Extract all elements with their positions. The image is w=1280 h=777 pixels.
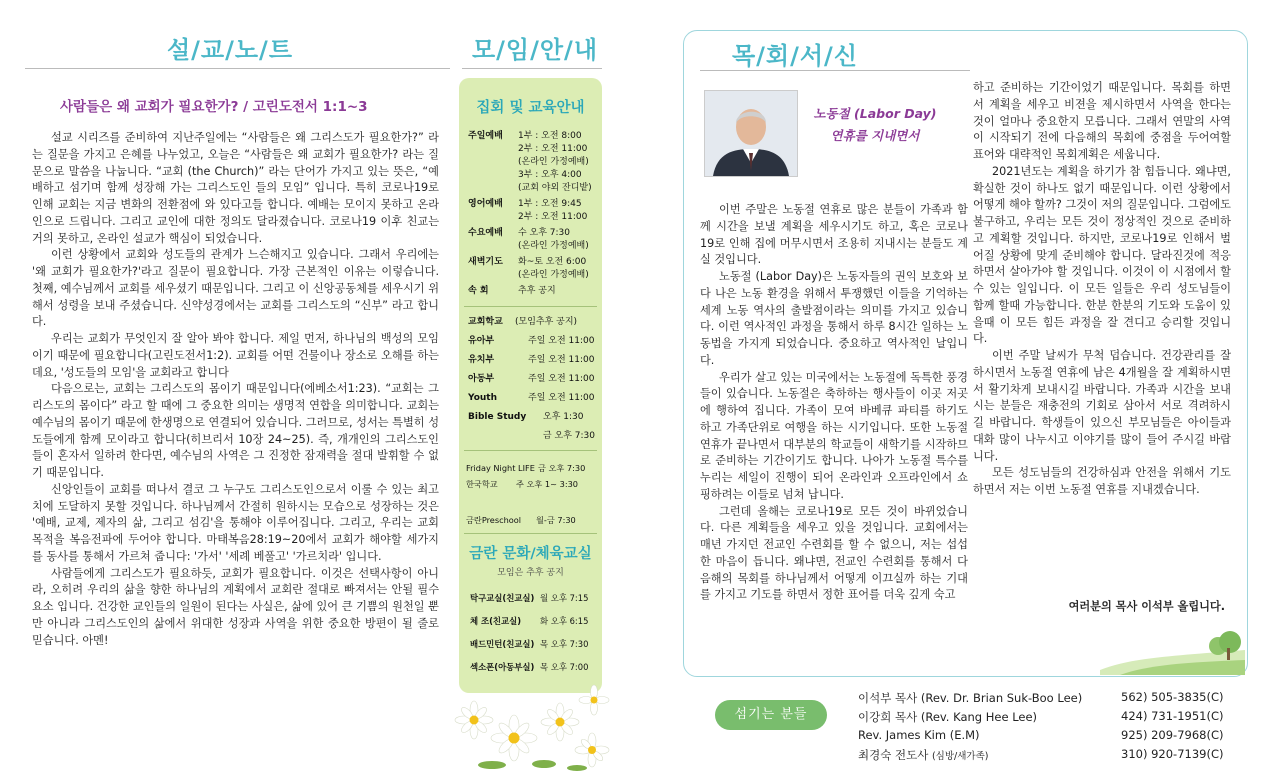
service-time: 추후 공지: [518, 286, 556, 296]
staff-phone: 424) 731-1951(C): [1121, 709, 1224, 723]
service-label: 속 회: [468, 286, 489, 296]
schedule-divider: [464, 450, 597, 451]
education-time: 주일 오전 11:00: [528, 355, 595, 365]
service-time: 1부 : 오전 9:45: [518, 199, 582, 209]
pastor-portrait: [704, 90, 798, 177]
education-label: 유아부: [468, 336, 495, 346]
service-time: 3부 : 오후 4:00: [518, 170, 582, 180]
staff-section-button[interactable]: 섬기는 분들: [715, 700, 827, 730]
service-label: 영어예배: [468, 199, 503, 209]
service-label: 새벽기도: [468, 257, 503, 267]
letter-title: [800, 103, 950, 147]
staff-row: [858, 728, 1250, 747]
sermon-heading: 사람들은 왜 교회가 필요한가? / 고린도전서 1:1~3: [60, 99, 368, 115]
education-time: 주일 오전 11:00: [528, 374, 595, 384]
service-note: (교회 야외 잔디밭): [518, 183, 592, 193]
sermon-title-divider: [25, 68, 450, 69]
schedule-divider: [464, 306, 597, 307]
meadow-decoration-icon: [1100, 620, 1245, 675]
program-time: 주 오후 1~ 3:30: [516, 479, 578, 489]
program-label: Friday Night LIFE: [466, 463, 535, 473]
education-label: 아동부: [468, 374, 495, 384]
program-time: 월-금 7:30: [536, 515, 576, 525]
staff-name: 이강희 목사 (Rev. Kang Hee Lee): [858, 710, 1038, 724]
staff-role: (심방/새가족): [931, 751, 989, 762]
service-time: 2부 : 오전 11:00: [518, 212, 588, 222]
education-time: (모임추후 공지): [515, 317, 578, 327]
culture-label: 섹소폰(아동부실): [470, 662, 535, 672]
service-time: 1부 : 오전 8:00: [518, 131, 582, 141]
worship-schedule: [468, 130, 598, 300]
other-schedule: [466, 462, 600, 532]
letter-signature: 여러분의 목사 이석부 올립니다.: [1068, 600, 1225, 613]
service-time: 2부 : 오전 11:00: [518, 144, 588, 154]
letter-paragraph: 모든 성도님들의 건강하심과 안전을 위해서 기도하면서 저는 이번 노동절 연휴를 지내겠습니다.: [973, 466, 1231, 496]
letter-title-line: 연휴를 지내면서: [830, 128, 920, 143]
culture-time: 월 오후 7:15: [540, 593, 589, 603]
staff-name: Rev. James Kim (E.M): [858, 728, 980, 742]
sermon-paragraph: 다음으로는, 교회는 그리스도의 몸이기 때문입니다(에베소서1:23). “교회는 그리스도의 몸이다” 라고 할 때에 그 중요한 의미는 생명적 연합을 의미합니다. 교회는 예수님의 몸이기 때문에 한생명으로 연결되어 있습니다. 그러므로, 성서는 특별히 성도들에게 함께 모이라고 합니다(히브리서 10장 24~25). 즉, 개개인의 그리스도인들이 혼자서 일하려 한다면, 예수님의 사역은 그 진정한 잠재력을 절대 발휘할 수 없기 때문입니다.: [32, 382, 439, 479]
meeting-section-title: 모/임/안/내: [471, 36, 599, 64]
service-time: 화~토 오전 6:00: [518, 257, 587, 267]
staff-row: [858, 690, 1250, 709]
daisy-flowers-decoration-icon: [452, 680, 617, 772]
sermon-body: [32, 130, 439, 649]
pastor-title-divider: [700, 70, 970, 71]
pastor-section-title: 목/회/서/신: [731, 42, 859, 70]
sermon-section-title: 설/교/노/트: [166, 36, 294, 64]
pastor-portrait-icon: [705, 91, 797, 176]
sermon-paragraph: 설교 시리즈를 준비하여 지난주일에는 “사람들은 왜 그리스도가 필요한가?” 라는 질문을 가지고 은혜를 나누었고, 오늘은 “사람들은 왜 교회가 필요한가? 라는 질문으로 말씀을 나눕니다. “교회 (the Church)” 라는 단어가 가지고 있는 뜻은, “예배하고 섬기며 함께 성장해 가는 그리스도인 들의 모임” 입니다. 특히 코로나19로 인해 교회는 지금 변화의 전환점에 와 있다고들 합니다. 예배는 모이지 못하고 온라인으로 드립니다. 그리고 교인에 대한 정의도 달라졌습니다. 코로나19 이후 친교는 거의 못하고, 온라인 설교가 핵심이 되었습니다.: [32, 131, 439, 245]
program-time: 금 오후 7:30: [538, 463, 586, 473]
letter-paragraph: 우리가 살고 있는 미국에서는 노동절에 독특한 풍경들이 있습니다. 노동절은 축하하는 행사들이 이곳 저곳에 행하여 집니다. 가족이 모여 바베큐 파티를 하기도 하고 가족단위로 여행을 하는 시기입니다. 또한 노동절 연휴가 끝나면서 대부분의 학교들이 새학기를 시작하므로 준비하는 기간이기도 합니다. 나아가 노동절 특수를 누리는 세일이 진행이 되어 온라인과 오프라인에서 쇼핑하려는 이들로 넘쳐 납니다.: [700, 370, 968, 501]
letter-title-line: 노동절 (Labor Day): [813, 106, 937, 121]
culture-schedule: [470, 592, 598, 682]
sermon-paragraph: 우리는 교회가 무엇인지 잘 알아 봐야 합니다. 제일 먼저, 하나님의 백성의 모임이기 때문에 필요합니다(고린도전서1:2). 교회를 어떤 건물이나 장소로 오해를 하는데요, '성도들의 모임'을 교회라고 합니다: [32, 332, 439, 379]
culture-label: 체 조(친교실): [470, 616, 522, 626]
education-label: Bible Study: [468, 412, 527, 422]
letter-paragraph: 2021년도는 계획을 하기가 참 힘듭니다. 왜냐면, 확실한 것이 하나도 없기 때문입니다. 이런 상황에서 어떻게 해야 할까? 그것이 저의 질문입니다. 그럼에도 불구하고, 우리는 모든 것이 정상적인 것으로 준비하고 계획할 것입니다. 하지만, 코로나19로 인해서 벌어질 상황에 맞게 준비해야 합니다. 달라진것에 적응하면서 살아가야 할 것입니다. 이것이 이 시점에서 할 수 있는 일입니다. 이 모든 일들은 우리 성도님들이 함께 할때 가능합니다. 한분 한분의 기도와 도움이 있을때 이 모든 힘든 과정을 잘 견디고 승리할 것입니다.: [973, 164, 1231, 346]
culture-title: 금란 문화/체육교실: [469, 546, 592, 562]
education-label: 교회학교: [468, 317, 503, 327]
culture-label: 배드민턴(친교실): [470, 639, 535, 649]
staff-row: [858, 709, 1250, 728]
culture-time: 화 오후 6:15: [540, 616, 589, 626]
education-label: 유치부: [468, 355, 495, 365]
culture-time: 목 오후 7:00: [540, 662, 589, 672]
service-label: 수요예배: [468, 228, 503, 238]
letter-paragraph: 이번 주말은 노동절 연휴로 많은 분들이 가족과 함께 시간을 보낼 계획을 세우시기도 하고, 혹은 코로나19로 인해 집에 머무시면서 조용히 지내시는 분들도 계실 것입니다.: [700, 203, 968, 267]
education-schedule: [468, 316, 598, 446]
education-time: 주일 오전 11:00: [528, 336, 595, 346]
sermon-paragraph: 사람들에게 그리스도가 필요하듯, 교회가 필요합니다. 이것은 선택사항이 아니라, 오히려 우리의 삶을 향한 하나님의 계획에서 교회란 절대로 빠져서는 안될 필수 요소 입니다. 건강한 교인들의 일원이 된다는 사실은, 삶에 있어 큰 기쁨의 원천일 뿐만 아니라 그리스도인의 삶에서 위대한 성장과 사역을 위한 중요한 방편이 될 줄로 믿습니다. 아멘!: [32, 566, 439, 647]
service-label: 주일예배: [468, 131, 503, 141]
staff-list: [858, 690, 1250, 766]
education-time: 금 오후 7:30: [543, 431, 596, 441]
letter-body-left: [700, 202, 968, 604]
letter-paragraph: 노동절 (Labor Day)은 노동자들의 권익 보호와 보다 나은 노동 환경을 위해서 투쟁했던 이들을 기억하는 세계 노동 역사의 출발점이라는 의미를 가지고 있습니다. 이런 역사적인 과정을 통해서 하루 8시간 일하는 노동법을 가지게 되었습니다. 중요하고 역사적인 날입니다.: [700, 270, 968, 367]
letter-paragraph: 그런데 올해는 코로나19로 모든 것이 바뀌었습니다. 다른 계획들을 세우고 있을 것입니다. 교회에서는 매년 가지던 전교인 수련회를 할 수 없으니, 저는 섭섭한 마음이 듭니다. 왜냐면, 전교인 수련회를 통해서 다음해의 목회를 하나님께서 어떻게 이끄실까 하는 기대를 가지고 기도를 하면서 정한 표어를 더욱 깊게 숙고: [700, 504, 968, 602]
culture-note: 모임은 추후 공지: [497, 568, 564, 578]
staff-phone: 310) 920-7139(C): [1121, 747, 1224, 761]
meeting-title-divider: [462, 68, 602, 69]
staff-phone: 562) 505-3835(C): [1121, 690, 1224, 704]
staff-name-group: [858, 747, 988, 763]
service-note: (온라인 가정예배): [518, 157, 589, 167]
education-label: Youth: [468, 393, 497, 403]
culture-label: 탁구교실(친교실): [470, 593, 535, 603]
education-time: 주일 오전 11:00: [528, 393, 595, 403]
program-label: 금란Preschool: [466, 515, 522, 525]
education-time: 오후 1:30: [543, 412, 584, 422]
program-label: 한국학교: [466, 479, 498, 489]
staff-phone: 925) 209-7968(C): [1121, 728, 1224, 742]
staff-name: 최경숙 전도사: [858, 748, 929, 762]
letter-paragraph: 이번 주말 날씨가 무척 덥습니다. 건강관리를 잘 하시면서 노동절 연휴에 남은 4개월을 잘 계획하시면서 활기차게 보내시길 바랍니다. 가족과 시간을 보내시는 분들은 재충전의 기회로 삼아서 서로 격려하시길 바랍니다. 학생들이 있으신 부모님들은 아이들과 대화 많이 나누시고 이야기를 많이 들어 주시길 바랍니다.: [973, 349, 1231, 463]
service-note: (온라인 가정예배): [518, 270, 589, 280]
schedule-divider: [464, 533, 597, 534]
service-time: 수 오후 7:30: [518, 228, 571, 238]
service-note: (온라인 가정예배): [518, 241, 589, 251]
letter-paragraph: 하고 준비하는 기간이었기 때문입니다. 목회를 하면서 계획을 세우고 비젼을 제시하면서 사역을 한다는 것이 얼마나 중요한지 모릅니다. 그래서 연말의 사역이 시작되기 전에 다음해의 목회에 중점을 두어여할 표어와 대략적인 목회계획은 세웁니다.: [973, 81, 1231, 161]
letter-body-right: [973, 80, 1231, 499]
staff-name: 이석부 목사 (Rev. Dr. Brian Suk-Boo Lee): [858, 691, 1083, 705]
culture-time: 목 오후 7:30: [540, 639, 589, 649]
meeting-box-title: 집회 및 교육안내: [476, 100, 585, 116]
sermon-paragraph: 이런 상황에서 교회와 성도들의 관계가 느슨해지고 있습니다. 그래서 우리에는 '왜 교회가 필요한가?'라고 질문이 필요합니다. 가장 근본적인 이유는 이렇습니다. 첫째, 예수님께서 교회를 세우셨기 때문입니다. 그리고 이 신앙공동체를 세우시기 위해서 성령을 보내 주셨습니다. 신약성경에서는 교회를 그리스도의 “신부” 라고 합니다.: [32, 248, 439, 329]
sermon-paragraph: 신앙인들이 교회를 떠나서 결코 그 누구도 그리스도인으로서 이룰 수 있는 최고치에 도달하지 못할 것입니다. 하나님께서 간절히 원하시는 모습으로 성장하는 것은 '예배, 교제, 제자의 삶, 그리고 섬김'을 통해야 이루어집니다. 그리고, 우리는 교회 목적을 복음전파에 두어야 합니다. 마태복음28:19~20에서 교회가 해야할 세가지를 동사를 통해서 가르쳐 줍니다: '가서' '세례 베풀고' '가르치라' 입니다.: [32, 482, 439, 563]
staff-row: [858, 747, 1250, 766]
